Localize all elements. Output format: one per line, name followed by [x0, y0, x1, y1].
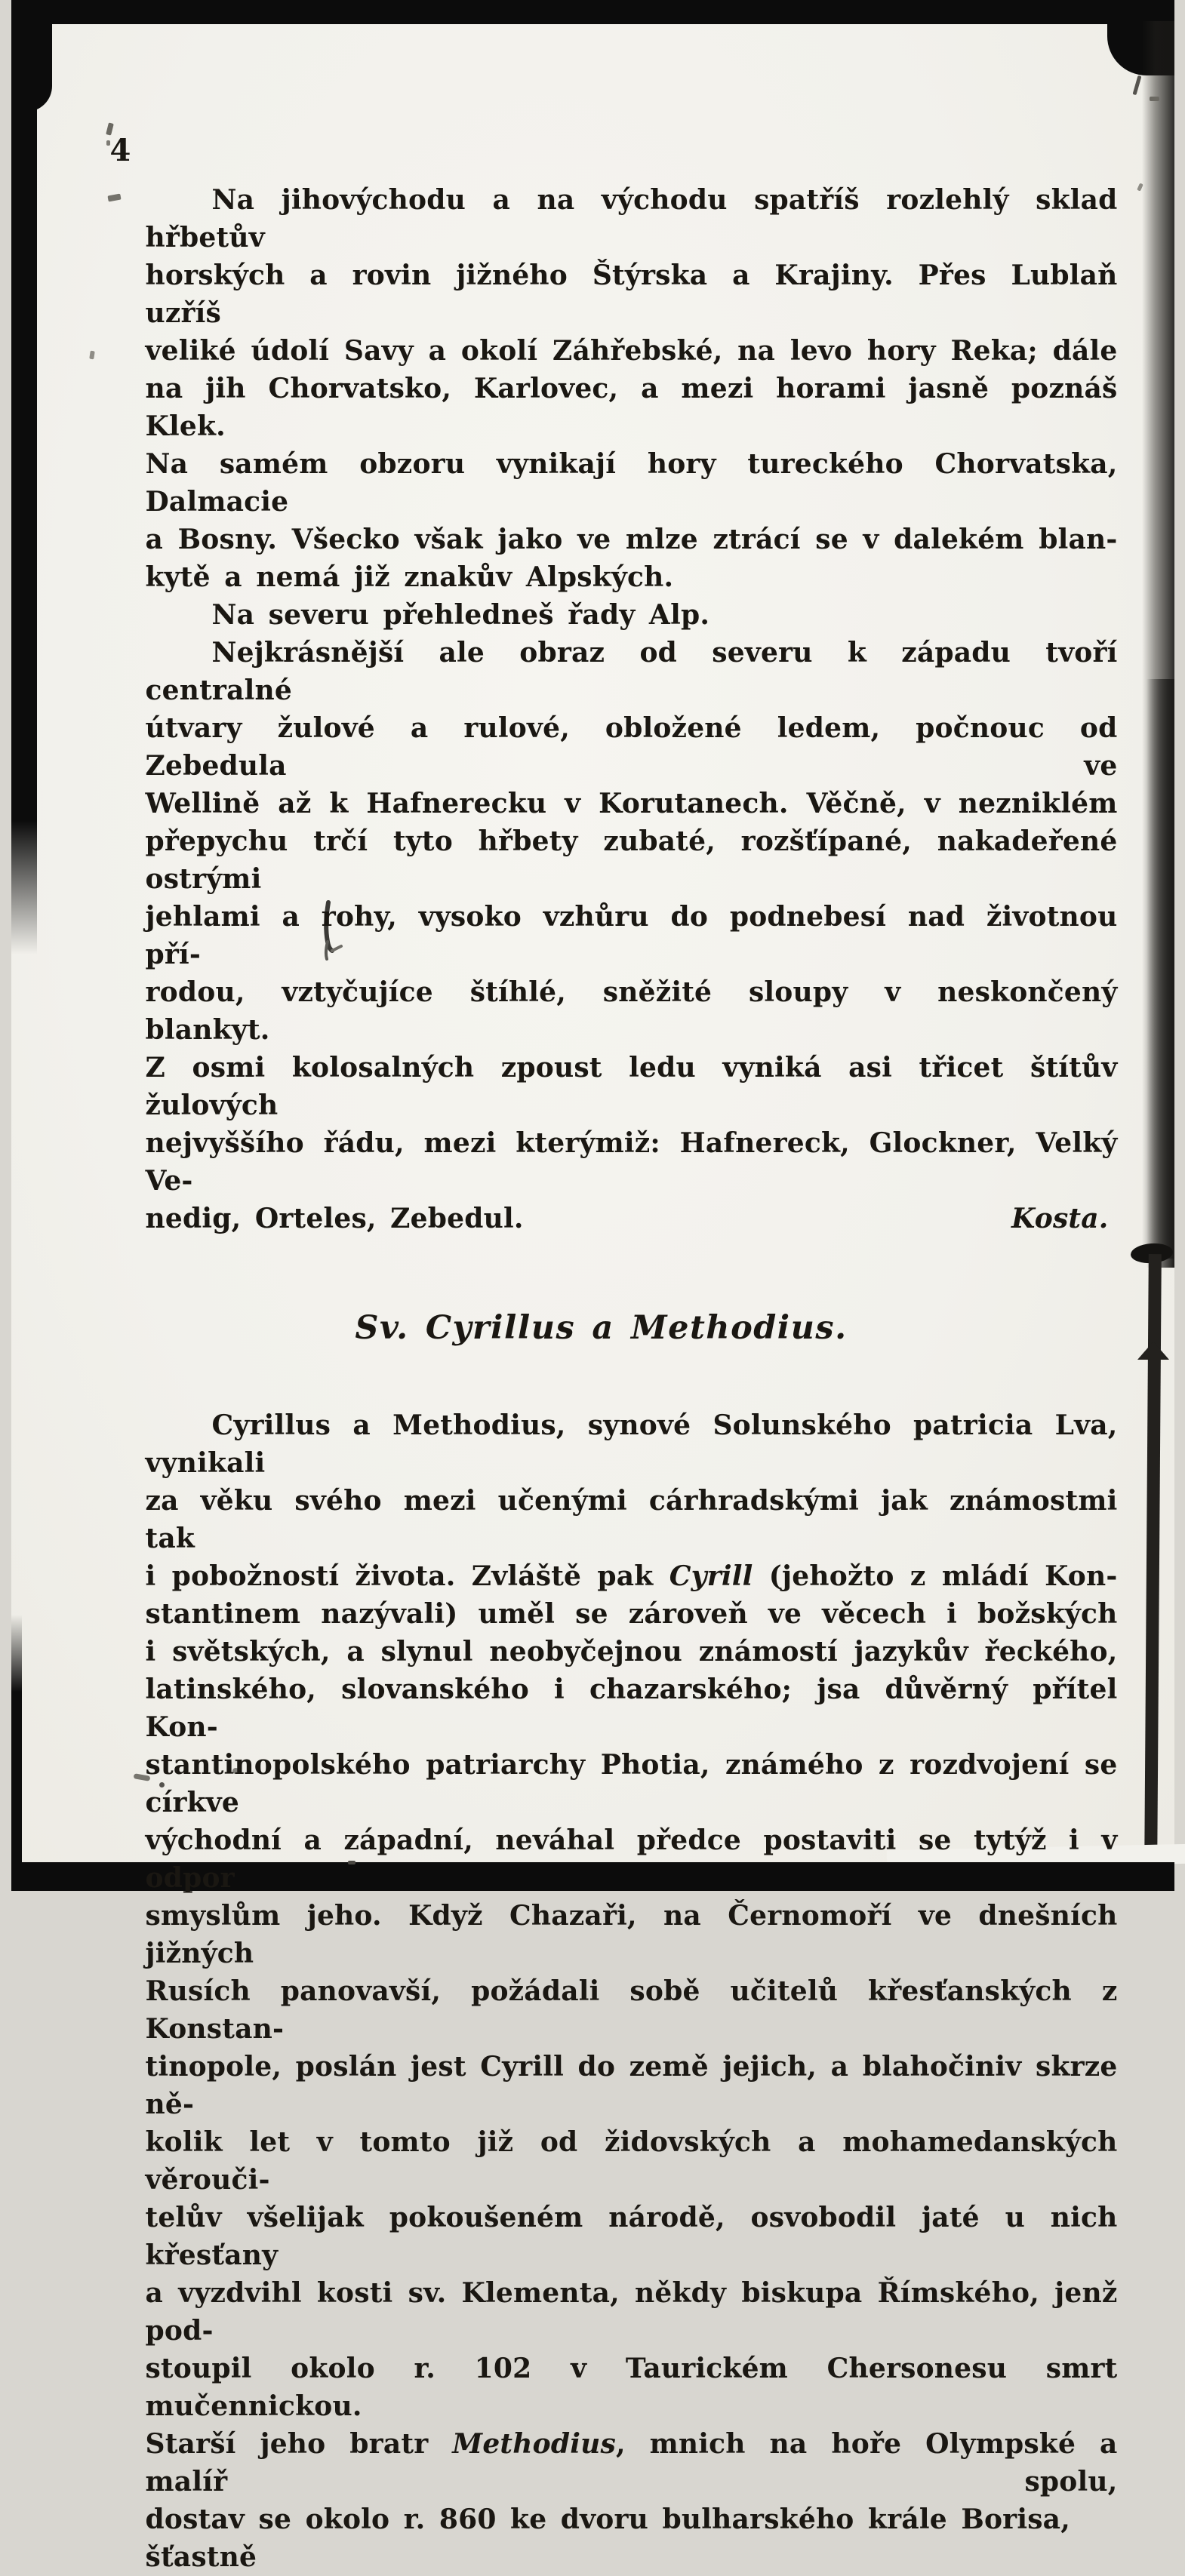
text-line: a Bosny. Všecko však jako ve mlze ztrácí se v dalekém blan- — [145, 524, 1118, 555]
text-line: latinského, slovanského i chazarského; jsa důvěrný přítel Kon- — [145, 1674, 1118, 1743]
text-line: stantinopolského patriarchy Photia, známého z rozdvojení se církve — [145, 1749, 1118, 1818]
scan-binding-arrow — [1137, 1342, 1169, 1360]
text-line: Rusích panovavší, požádali sobě učitelů křesťanských z Konstan- — [145, 1975, 1118, 2045]
text-line: východní a západní, neváhal předce postaviti se tytýž i v odpor — [145, 1824, 1118, 1894]
text-line — [146, 1557, 1118, 1595]
text-line: i světských, a slynul neobyčejnou známostí jazykův řeckého, — [145, 1636, 1118, 1668]
text-line: Na jihovýchodu a na východu spatříš rozlehlý sklad hřbetův — [145, 184, 1118, 254]
text-run: nedig, Orteles, Zebedul. — [145, 1203, 524, 1234]
paragraph-north-view — [146, 596, 1118, 634]
text-line: veliké údolí Savy a okolí Záhřebské, na levo hory Reka; dále — [145, 335, 1118, 367]
italic-name: Cyrill — [669, 1560, 753, 1592]
book-page-scan — [11, 0, 1174, 2573]
scan-border-top — [11, 0, 1174, 24]
text-run: Starší jeho bratr — [145, 2428, 453, 2460]
text-line: telův všelijak pokoušeném národě, osvobodil jaté u nich křesťany — [145, 2202, 1118, 2271]
text-line: nejvyššího řádu, mezi kterýmiž: Hafnereck, Glockner, Velký Ve- — [145, 1127, 1118, 1197]
text-run: i pobožností života. Zvláště pak — [145, 1560, 669, 1592]
text-line: přepychu trčí tyto hřbety zubaté, rozšťípané, nakadeřené ostrými — [145, 825, 1118, 895]
ink-speck — [89, 351, 94, 360]
text-line: Na severu přehledneš řady Alp. — [211, 599, 710, 631]
text-line: kolik let v tomto již od židovských a mohamedanských věrouči- — [145, 2126, 1118, 2196]
ink-speck — [1150, 97, 1159, 101]
scan-shadow-right-lower — [1147, 679, 1174, 1268]
text-line — [146, 1200, 1118, 1237]
lower-text-sections — [146, 1406, 1118, 2576]
text-line: tinopole, poslán jest Cyrill do země jejich, a blahočiniv skrze ně- — [145, 2051, 1118, 2120]
text-line: Z osmi kolosalných zpoust ledu vyniká asi třicet štítův žulových — [145, 1052, 1118, 1121]
pen-stroke-speck — [1132, 75, 1141, 95]
text-run: , mnich na hoře Olympské a malíř spolu, — [145, 2428, 1118, 2498]
paragraph-central-alps — [146, 634, 1118, 1237]
text-line: stantinem nazývali) uměl se zároveň ve věcech i božských — [145, 1598, 1118, 1630]
text-line: dostav se okolo r. 860 ke dvoru bulharského krále Borisa, šťastně — [145, 2504, 1070, 2573]
text-line: jehlami a rohy, vysoko vzhůru do podnebesí nad životnou pří- — [145, 901, 1118, 970]
scan-border-left-bottom — [11, 1615, 22, 1891]
text-line: za věku svého mezi učenými cárhradskými jak známostmi tak — [145, 1485, 1118, 1554]
author-signature: Kosta. — [1011, 1203, 1109, 1234]
ink-speck — [107, 194, 121, 202]
text-line: Cyrillus a Methodius, synové Solunského patricia Lva, vynikali — [145, 1409, 1118, 1479]
upper-text-sections — [146, 181, 1118, 1237]
section-heading: Sv. Cyrillus a Methodius. — [355, 1309, 848, 1347]
italic-name: Methodius — [452, 2428, 616, 2460]
paragraph-southeast-view — [146, 181, 1118, 596]
text-column — [146, 181, 1118, 2576]
text-line: rodou, vztyčujíce štíhlé, sněžité sloupy v neskončený blankyt. — [145, 976, 1118, 1046]
page-number: 4 — [109, 133, 132, 168]
text-line: smyslům jeho. Když Chazaři, na Černomoří ve dnešních jižných — [145, 1900, 1118, 1969]
text-line: Nejkrásnější ale obraz od severu k západu tvoří centralné — [145, 637, 1118, 706]
text-line: útvary žulové a rulové, obložené ledem, počnouc od Zebedula ve — [145, 712, 1118, 782]
paragraph-cyril-methodius — [146, 1406, 1118, 2576]
text-run: (jehožto z mládí Kon- — [753, 1560, 1118, 1592]
scan-border-left — [11, 0, 37, 954]
text-line: Wellině až k Hafnerecku v Korutanech. Věčně, v nezniklém — [145, 788, 1118, 819]
text-line: horských a rovin jižného Štýrska a Krajiny. Přes Lublaň uzříš — [145, 260, 1118, 329]
text-line: kytě a nemá již znakův Alpských. — [145, 561, 674, 593]
text-line: stoupil okolo r. 102 v Taurickém Chersonesu smrt mučennickou. — [145, 2353, 1118, 2422]
text-line: Na samém obzoru vynikají hory tureckého Chorvatska, Dalmacie — [145, 448, 1118, 518]
text-line: a vyzdvihl kosti sv. Klementa, někdy biskupa Římského, jenž pod- — [145, 2277, 1118, 2347]
text-line — [146, 2425, 1118, 2501]
text-line: na jih Chorvatsko, Karlovec, a mezi horami jasně poznáš Klek. — [145, 373, 1118, 442]
